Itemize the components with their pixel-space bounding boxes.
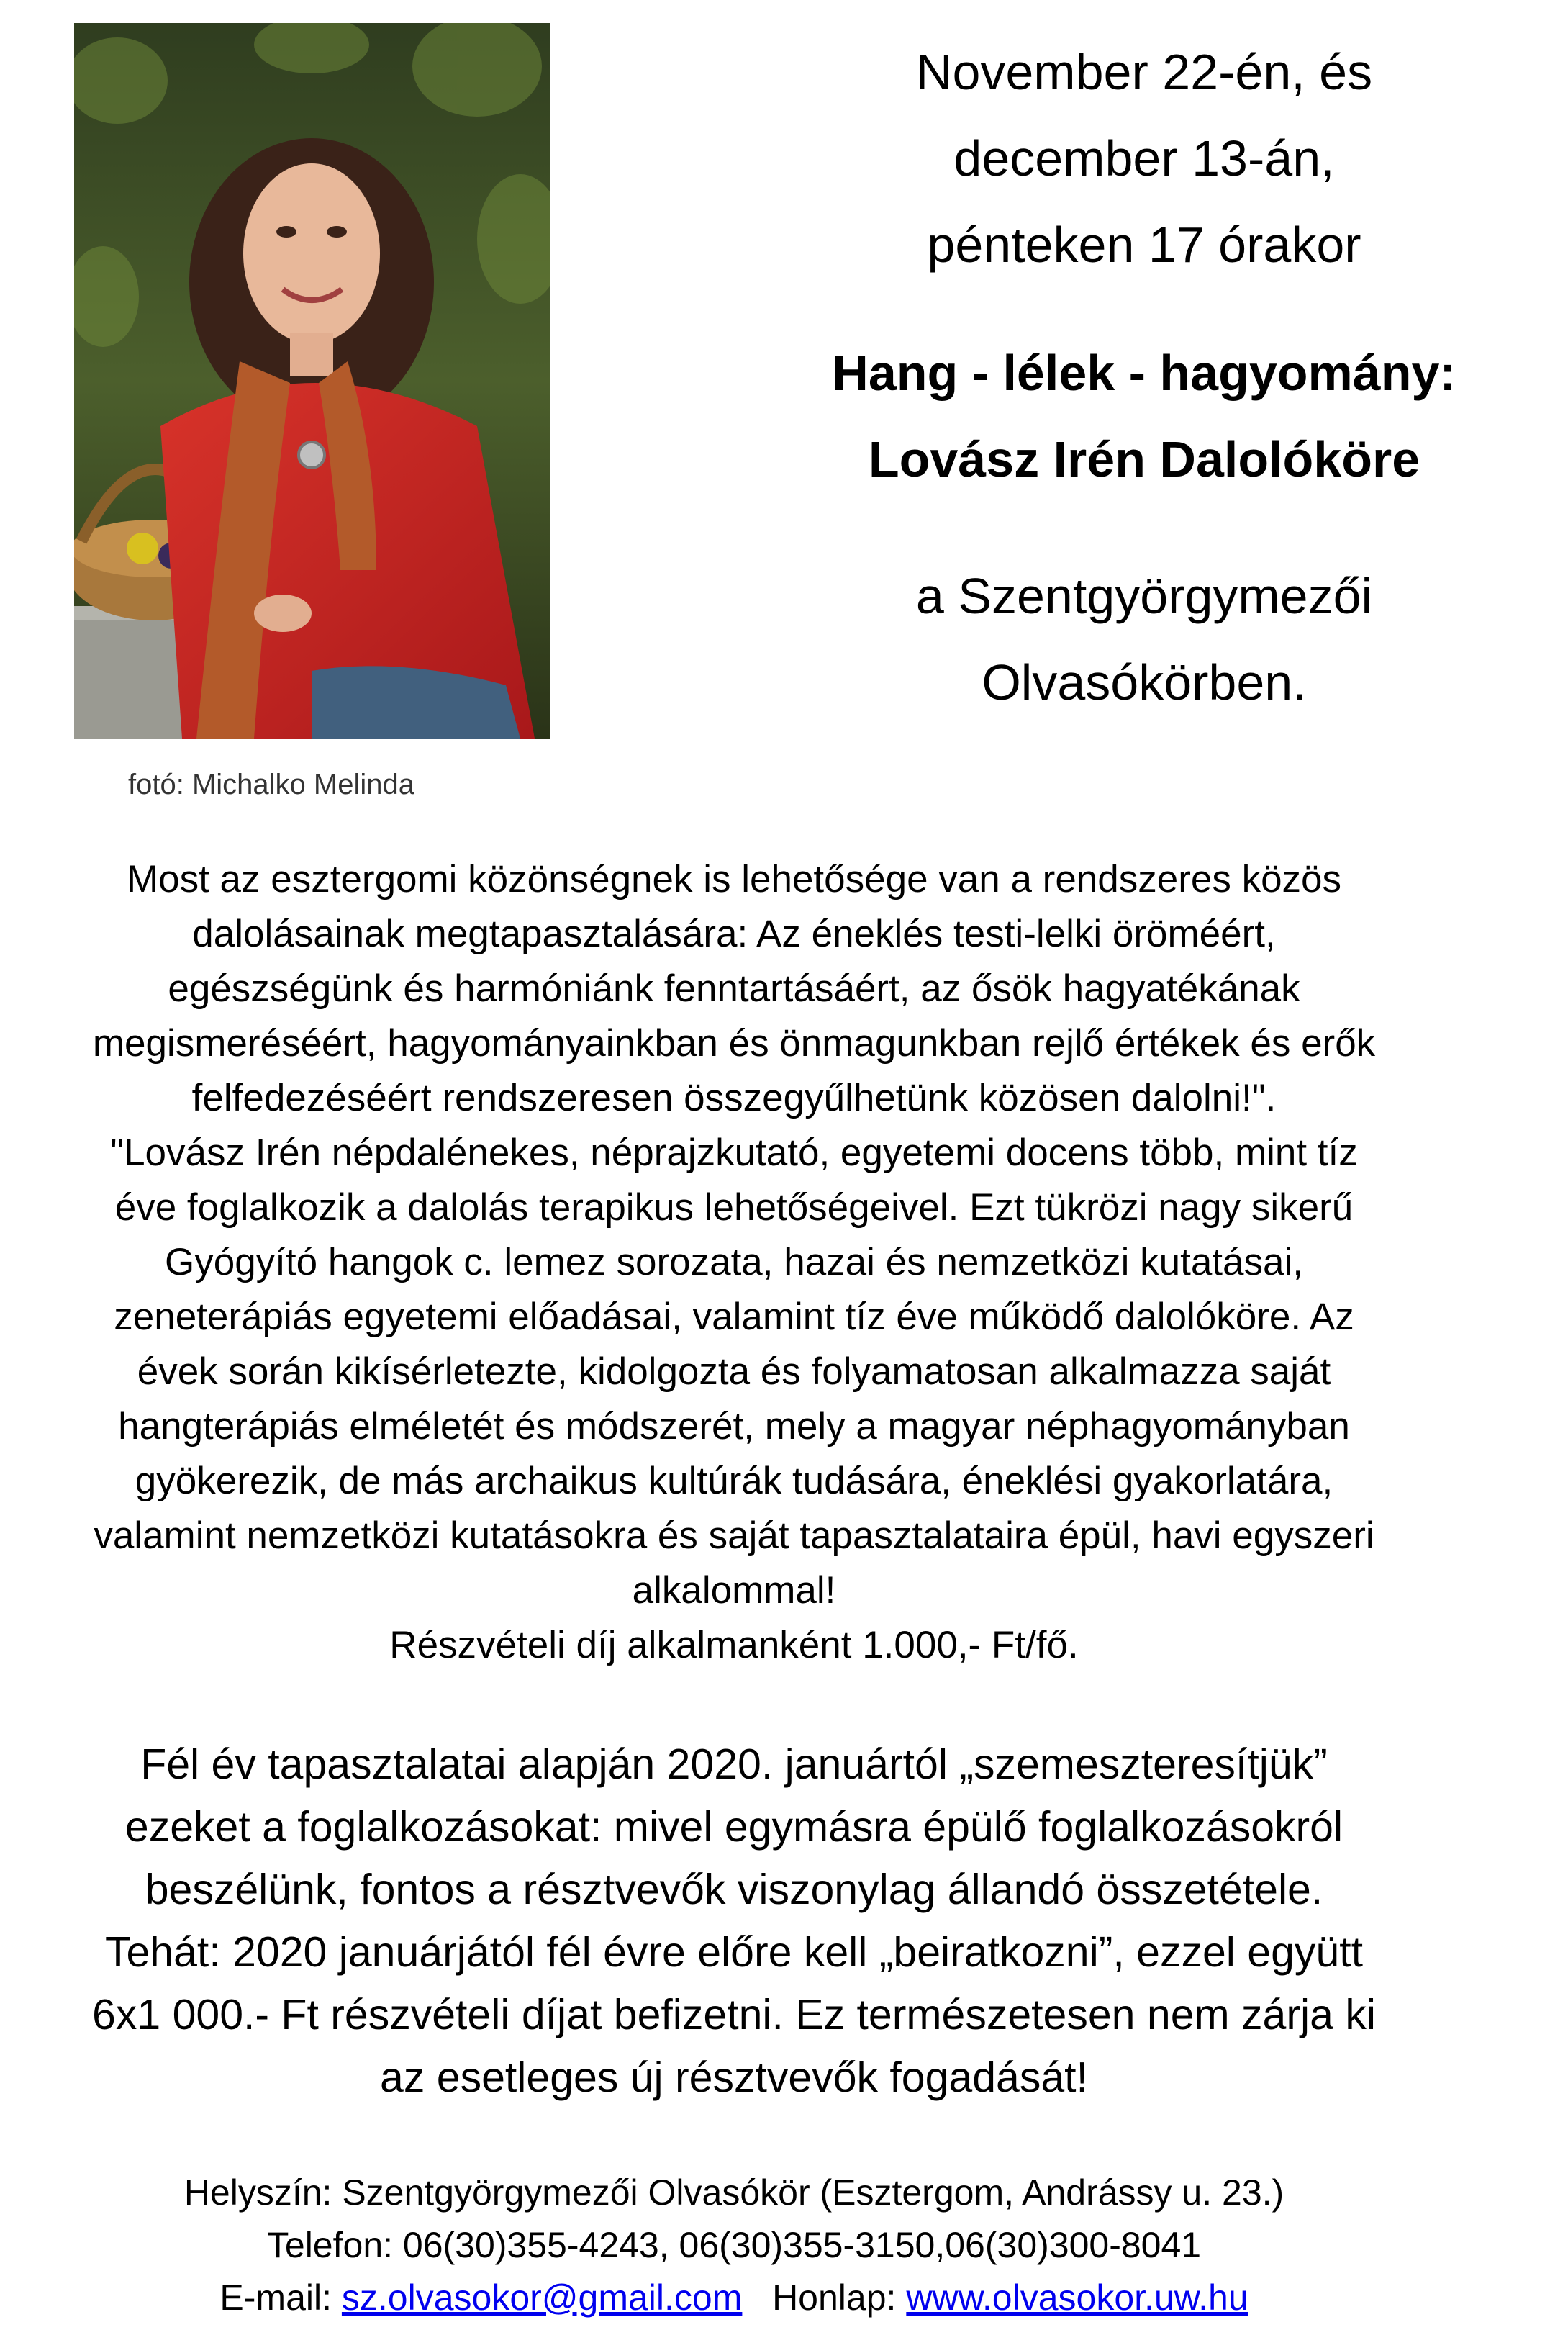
description-line: valamint nemzetközi kutatásokra és saját tapasztalataira épül, havi egyszeri [94, 1514, 1374, 1557]
date-line: december 13-án, [953, 130, 1335, 186]
event-header [763, 29, 1526, 726]
description-line: megismeréséért, hagyományainkban és önmagunkban rejlő értékek és erők [92, 1022, 1376, 1065]
contact-footer [43, 2167, 1425, 2324]
email-link[interactable]: sz.olvasokor@gmail.com [341, 2277, 743, 2318]
description-line: Most az esztergomi közönségnek is lehetősége van a rendszeres közös [126, 858, 1342, 900]
event-date [763, 29, 1526, 288]
description-line: évek során kikísérletezte, kidolgozta és folyamatosan alkalmazza saját [137, 1350, 1331, 1393]
semester-notice [43, 1733, 1425, 2109]
notice-line: Tehát: 2020 januárjától fél évre előre kell „beiratkozni”, ezzel együtt [104, 1928, 1364, 1976]
event-place [763, 553, 1526, 726]
description-line: felfedezéséért rendszeresen összegyűlhetünk közösen dalolni!". [191, 1077, 1277, 1119]
photo-credit: fotó: Michalko Melinda [128, 769, 414, 800]
notice-line: ezeket a foglalkozásokat: mivel egymásra épülő foglalkozásokról [124, 1803, 1343, 1851]
location-line: Helyszín: Szentgyörgymezői Olvasókör (Esztergom, Andrássy u. 23.) [183, 2172, 1284, 2213]
date-line: pénteken 17 órakor [927, 217, 1361, 273]
description-line: dalolásainak megtapasztalására: Az éneklés testi-lelki öröméért, [192, 913, 1276, 955]
portrait-illustration [74, 23, 550, 739]
description-line: gyökerezik, de más archaikus kultúrák tudására, éneklési gyakorlatára, [135, 1460, 1333, 1502]
title-line: Hang - lélek - hagyomány: [832, 345, 1456, 401]
notice-line: az esetleges új résztvevők fogadását! [380, 2054, 1088, 2101]
phone-line: Telefon: 06(30)355-4243, 06(30)355-3150,06(30)300-8041 [266, 2225, 1202, 2265]
title-line: Lovász Irén Dalolóköre [868, 431, 1420, 487]
website-link[interactable]: www.olvasokor.uw.hu [906, 2277, 1248, 2318]
participation-fee: Részvételi díj alkalmanként 1.000,- Ft/fő. [389, 1624, 1079, 1666]
description-line: alkalommal! [632, 1569, 836, 1612]
email-label: E-mail: [219, 2277, 332, 2318]
description-line: hangterápiás elméletét és módszerét, mely a magyar néphagyományban [118, 1405, 1350, 1447]
notice-line: beszélünk, fontos a résztvevők viszonylag állandó összetétele. [145, 1866, 1323, 1913]
description-line: zeneterápiás egyetemi előadásai, valamint tíz éve működő dalolóköre. Az [114, 1296, 1354, 1338]
notice-line: 6x1 000.- Ft részvételi díjat befizetni. Ez természetesen nem zárja ki [92, 1991, 1376, 2038]
description-line: "Lovász Irén népdalénekes, néprajzkutató, egyetemi docens több, mint tíz [110, 1132, 1358, 1174]
contact-links [43, 2272, 1425, 2324]
date-line: November 22-én, és [915, 44, 1373, 100]
description-line: Gyógyító hangok c. lemez sorozata, hazai és nemzetközi kutatásai, [165, 1241, 1303, 1283]
place-line: a Szentgyörgymezői [915, 568, 1373, 624]
description-line: egészségünk és harmóniánk fenntartásáért, az ősök hagyatékának [168, 967, 1300, 1010]
notice-line: Fél év tapasztalatai alapján 2020. januártól „szemeszteresítjük” [140, 1740, 1328, 1788]
event-title [763, 330, 1526, 502]
portrait-photo [74, 23, 550, 739]
description-line: éve foglalkozik a dalolás terapikus lehetőségeivel. Ezt tükrözi nagy sikerű [114, 1186, 1354, 1229]
event-description [43, 852, 1425, 1673]
place-line: Olvasókörben. [982, 654, 1307, 710]
web-label: Honlap: [772, 2277, 897, 2318]
